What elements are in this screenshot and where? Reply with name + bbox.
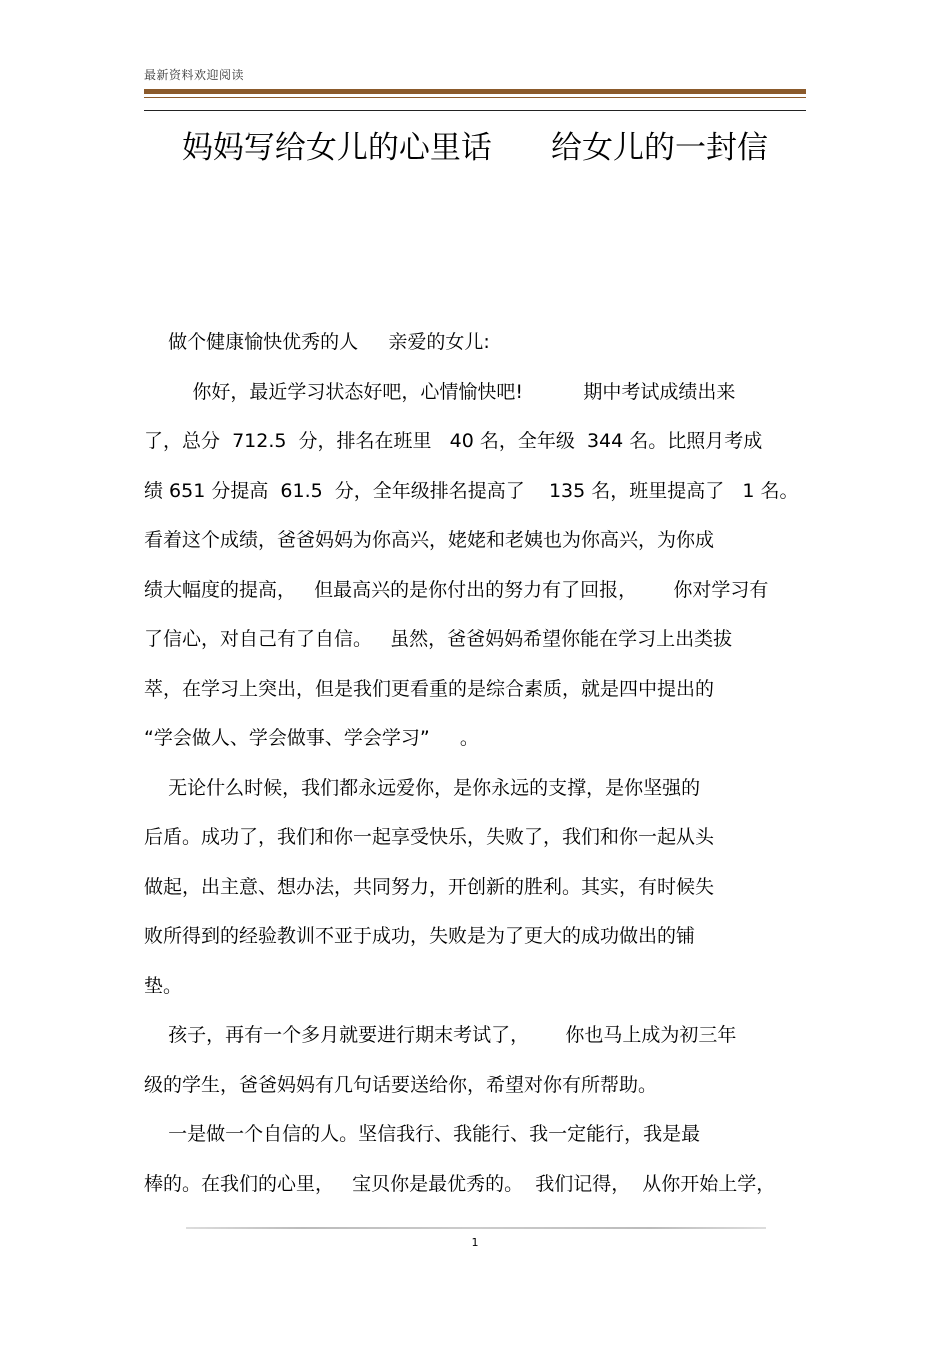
body-line: 萃，在学习上突出，但是我们更看重的是综合素质，就是四中提出的 bbox=[144, 677, 715, 700]
body-line: 做个健康愉快优秀的人 亲爱的女儿: bbox=[144, 331, 490, 353]
body-line: 无论什么时候，我们都永远爱你，是你永远的支撑，是你坚强的 bbox=[144, 776, 701, 799]
header-rule-thin bbox=[144, 97, 806, 98]
header-note: 最新资料欢迎阅读 bbox=[144, 68, 245, 82]
body-line: 孩子，再有一个多月就要进行期末考试了， 你也马上成为初三年 bbox=[144, 1024, 737, 1046]
body-line: 级的学生，爸爸妈妈有几句话要送给你，希望对你有所帮助。 bbox=[144, 1073, 658, 1096]
document-title: 妈妈写给女儿的心里话 给女儿的一封信 bbox=[181, 130, 769, 166]
body-line: 绩大幅度的提高， 但最高兴的是你付出的努力有了回报， 你对学习有 bbox=[144, 578, 769, 601]
page-number: 1 bbox=[471, 1236, 479, 1249]
body-line: 后盾。成功了，我们和你一起享受快乐，失败了，我们和你一起从头 bbox=[144, 826, 715, 848]
letter-body bbox=[144, 318, 809, 1209]
footer-rule bbox=[186, 1227, 766, 1229]
body-line: “学会做人、学会做事、学会学习” 。 bbox=[144, 727, 479, 749]
body-line: 了信心，对自己有了自信。 虽然，爸爸妈妈希望你能在学习上出类拔 bbox=[144, 628, 733, 650]
body-line: 你好，最近学习状态好吧，心情愉快吧! 期中考试成绩出来 bbox=[144, 380, 736, 403]
body-line: 棒的。在我们的心里， 宝贝你是最优秀的。 我们记得， 从你开始上学， bbox=[144, 1172, 776, 1195]
body-line: 看着这个成绩，爸爸妈妈为你高兴，姥姥和老姨也为你高兴，为你成 bbox=[144, 529, 715, 551]
body-line: 垫。 bbox=[144, 974, 183, 997]
body-line: 做起，出主意、想办法，共同努力，开创新的胜利。其实，有时候失 bbox=[144, 875, 715, 898]
header-rule-under bbox=[144, 110, 806, 111]
body-line: 败所得到的经验教训不亚于成功，失败是为了更大的成功做出的铺 bbox=[144, 925, 696, 947]
header-rule-thick bbox=[144, 89, 806, 94]
body-line: 了，总分 712.5 分，排名在班里 40 名，全年级 344 名。比照月考成 bbox=[144, 430, 763, 452]
body-line: 绩 651 分提高 61.5 分，全年级排名提高了 135 名，班里提高了 1 名。 bbox=[144, 479, 799, 502]
body-line: 一是做一个自信的人。坚信我行、我能行、我一定能行，我是最 bbox=[144, 1123, 701, 1145]
